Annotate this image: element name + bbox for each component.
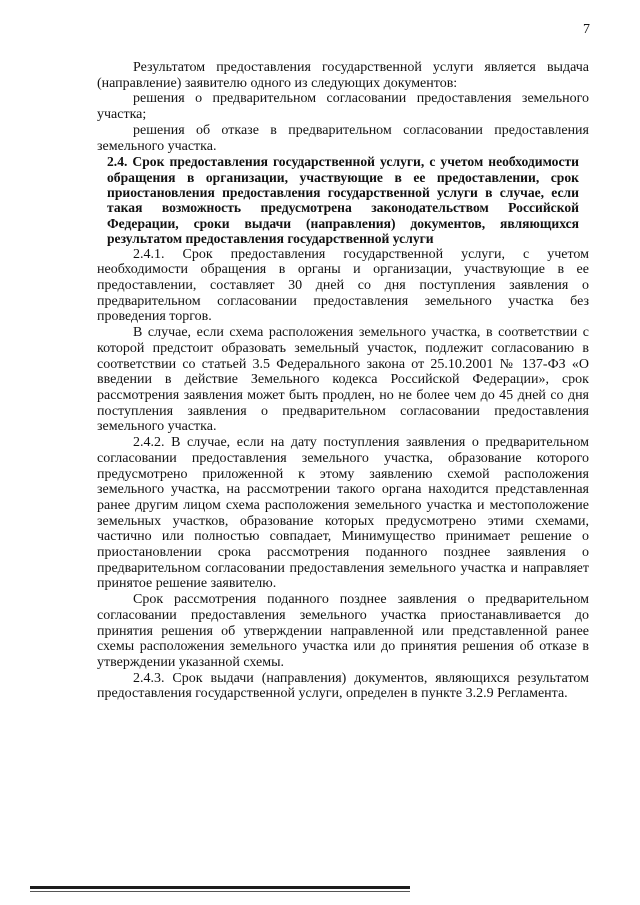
section-heading: 2.4. Срок предоставления государственной услуги, с учетом необходимости обращения в организации, участвующие в ее предоставлении, срок приостановления предоставления государственной услуги в случае, если такая возможность предусмотрена законодательством Российской Федерации, сроки выдачи (направления) документов, являющихся результатом предоставления государственной услуги: [107, 154, 579, 247]
page-number: 7: [583, 22, 590, 37]
intro-list-item-2: решения об отказе в предварительном согласовании предоставления земельного участка.: [97, 122, 589, 154]
paragraph-2-4-1-extension: В случае, если схема расположения земельного участка, в соответствии с которой предстоит образовать земельный участок, подлежит согласованию в соответствии со статьей 3.5 Федерального закона от 25.10.2001 № 137-ФЗ «О введении в действие Земельного кодекса Российской Федерации», срок рассмотрения заявления может быть продлен, но не более чем до 45 дней со дня поступления заявления о предварительном согласовании предоставления земельного участка.: [97, 325, 589, 435]
paragraph-2-4-1: 2.4.1. Срок предоставления государственной услуги, с учетом необходимости обращения в органы и организации, участвующие в ее предоставлении, составляет 30 дней со дня поступления заявления о предварительном согласовании предоставления земельного участка без проведения торгов.: [97, 246, 589, 325]
paragraph-2-4-2-suspension: Срок рассмотрения поданного позднее заявления о предварительном согласовании предоставления земельного участка приостанавливается до принятия решения об утверждении направленной или представленной ранее схемы расположения земельного участка или до принятия решения об отказе в утверждении указанной схемы.: [97, 592, 589, 670]
paragraph-2-4-3: 2.4.3. Срок выдачи (направления) документов, являющихся результатом предоставления государственной услуги, определен в пункте 3.2.9 Регламента.: [97, 670, 589, 702]
footer-rule-thin: [30, 891, 410, 892]
paragraph-2-4-2: 2.4.2. В случае, если на дату поступления заявления о предварительном согласовании предоставления земельного участка, образование которого предусмотрено приложенной к этому заявлению схемой расположения земельного участка, на рассмотрении такого органа находится представленная ранее другим лицом схема расположения земельного участка и местоположение земельных участков, образование которых предусмотрено этими схемами, частично или полностью совпадает, Минимущество принимает решение о приостановлении срока рассмотрения поданного позднее заявления о предварительном согласовании предоставления земельного участка и направляет принятое решение заявителю.: [97, 435, 589, 592]
intro-paragraph: Результатом предоставления государственной услуги является выдача (направление) заявителю одного из следующих документов:: [97, 60, 589, 91]
document-body: [97, 60, 589, 702]
intro-list-item-1: решения о предварительном согласовании предоставления земельного участка;: [97, 91, 589, 123]
footer-rule: [30, 886, 410, 889]
